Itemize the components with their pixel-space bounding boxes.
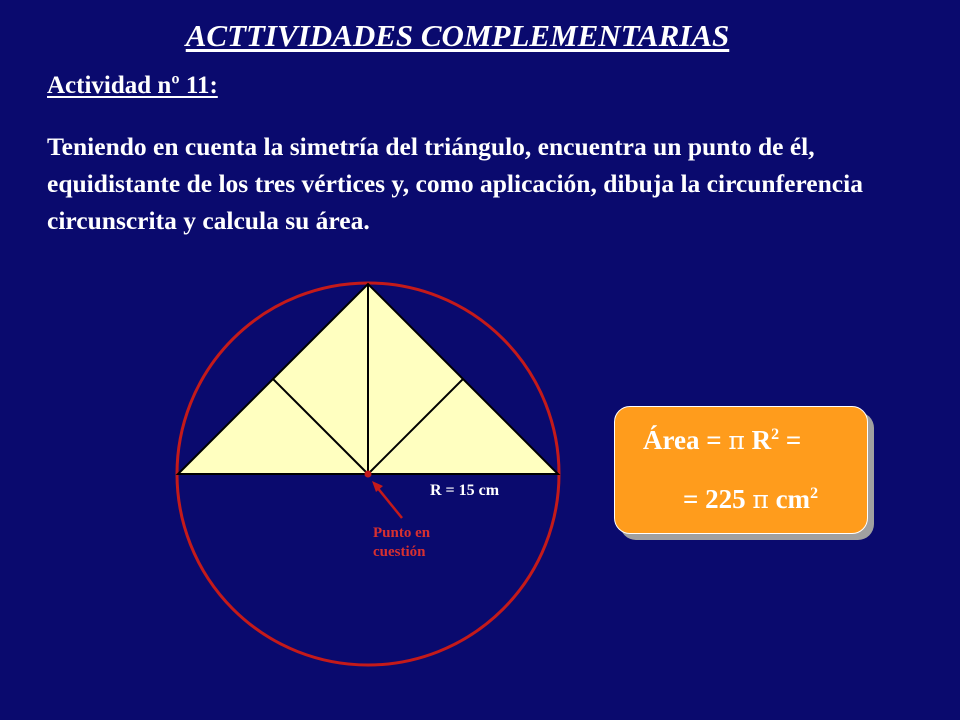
area-formula-line <box>643 425 801 456</box>
unit-exponent: 2 <box>810 485 819 502</box>
point-label-line1: Punto en <box>373 525 431 541</box>
point-label-line2: cuestión <box>373 544 426 560</box>
area-prefix: Área = <box>643 425 729 455</box>
activity-heading: Actividad nº 11: <box>47 72 218 99</box>
radius-symbol: R <box>744 425 772 455</box>
center-point <box>365 471 372 478</box>
pi-symbol: π <box>728 426 745 455</box>
area-unit: cm <box>768 484 811 514</box>
pointer-arrowhead <box>372 481 383 492</box>
slide-title: ACTTIVIDADES COMPLEMENTARIAS <box>185 18 730 53</box>
area-result-box <box>614 406 868 534</box>
radius-label: R = 15 cm <box>430 482 500 499</box>
equals-sign: = <box>779 425 802 455</box>
pi-symbol-2: π <box>752 485 769 514</box>
point-label <box>373 524 483 562</box>
pointer-arrow <box>376 486 402 518</box>
exponent: 2 <box>771 426 780 443</box>
activity-statement: Teniendo en cuenta la simetría del triángulo, encuentra un punto de él, equidistante de los tres vértices y, como aplicación, dibuja la circunferencia circunscrita y calcula su área. <box>47 132 863 235</box>
area-value-line <box>683 484 818 515</box>
area-value: = 225 <box>683 484 753 514</box>
